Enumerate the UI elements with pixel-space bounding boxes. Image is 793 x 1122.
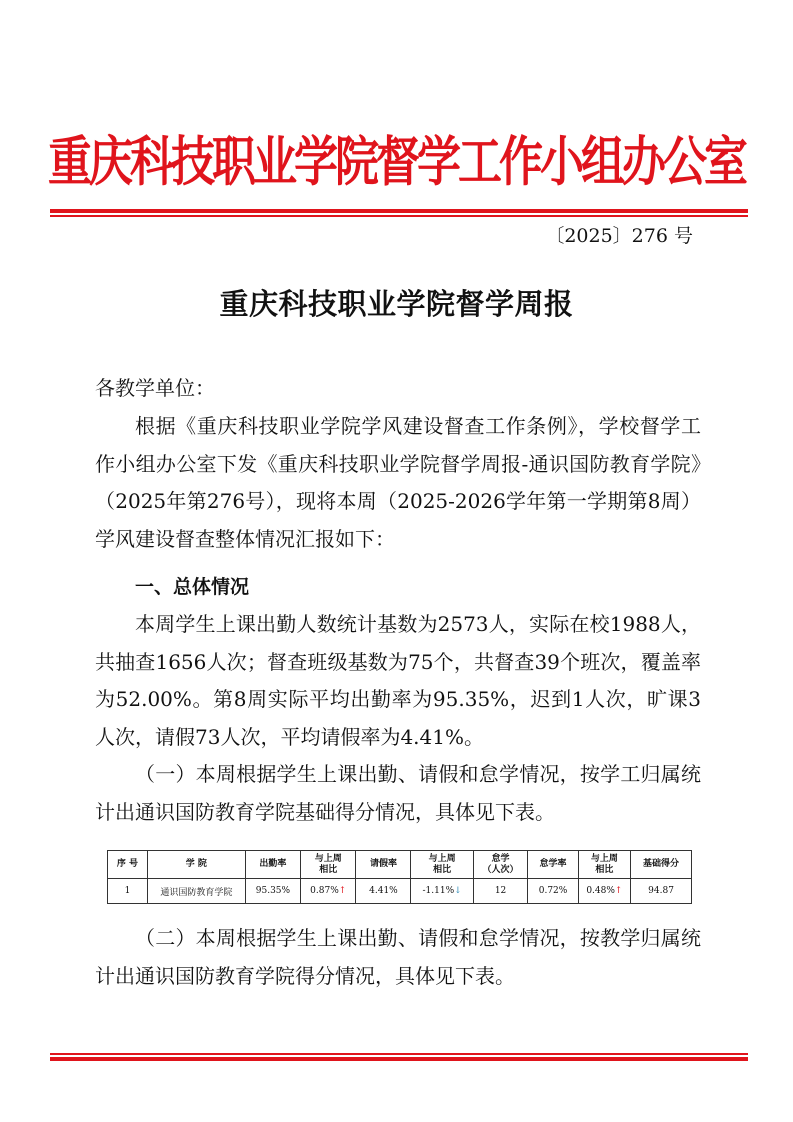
col-header-leave-rate: 请假率 — [356, 851, 411, 879]
subsection-2-paragraph: （二）本周根据学生上课出勤、请假和怠学情况，按教学归属统计出通识国防教育学院得分情况，具体见下表。 — [95, 926, 701, 988]
arrow-down-icon: ↓ — [454, 886, 462, 896]
salutation: 各教学单位： — [95, 376, 215, 400]
cell-truancy: 12 — [473, 879, 528, 904]
col-header-score: 基础得分 — [631, 851, 692, 879]
col-header-truancy: 怠学 （人次） — [473, 851, 528, 879]
col-header-no: 序 号 — [108, 851, 148, 879]
intro-paragraph: 根据《重庆科技职业学院学风建设督查工作条例》，学校督学工作小组办公室下发《重庆科技职业学院督学周报-通识国防教育学院》（2025年第276号），现将本周（2025-2026学年第一学期第8周）学风建设督查整体情况汇报如下： — [95, 414, 701, 551]
cell-attendance: 95.35% — [245, 879, 300, 904]
section-heading-overall: 一、总体情况 — [135, 576, 250, 598]
col-header-leave-change: 与上周 相比 — [411, 851, 473, 879]
col-header-truancy-rate: 怠学率 — [528, 851, 578, 879]
score-table — [107, 850, 692, 904]
col-header-attendance: 出勤率 — [245, 851, 300, 879]
doc-number: 〔2025〕276 号 — [545, 225, 693, 247]
att-change-value: 0.87% — [310, 886, 339, 896]
arrow-up-icon: ↑ — [614, 886, 623, 896]
office-title: 重庆科技职业学院督学工作小组办公室 — [48, 131, 745, 194]
col-header-att-change: 与上周 相比 — [301, 851, 356, 879]
header-divider-thin — [50, 215, 748, 217]
table-header-row — [108, 851, 692, 879]
leave-change-value: -1.11% — [422, 886, 455, 896]
arrow-up-icon: ↑ — [338, 886, 347, 896]
overall-paragraph: 本周学生上课出勤人数统计基数为2573人，实际在校1988人，共抽查1656人次；督查班级基数为75个，共督查39个班次，覆盖率为52.00%。第8周实际平均出勤率为95.35%，迟到1人次，旷课3人次，请假73人次，平均请假率为4.41%。 — [95, 612, 701, 749]
footer-divider-thick — [50, 1057, 748, 1061]
cell-college: 通识国防教育学院 — [147, 879, 245, 904]
cell-score: 94.87 — [631, 879, 692, 904]
cell-no: 1 — [108, 879, 148, 904]
cell-leave-rate: 4.41% — [356, 879, 411, 904]
cell-att-change — [301, 879, 356, 904]
subsection-1-paragraph: （一）本周根据学生上课出勤、请假和怠学情况，按学工归属统计出通识国防教育学院基础得分情况，具体见下表。 — [95, 762, 701, 824]
doc-title: 重庆科技职业学院督学周报 — [219, 287, 574, 321]
truancy-change-value: 0.48% — [586, 886, 615, 896]
header-divider-thick — [50, 209, 748, 213]
table-row — [108, 879, 692, 904]
col-header-truancy-change: 与上周 相比 — [578, 851, 630, 879]
footer-divider-thin — [50, 1053, 748, 1055]
cell-truancy-rate: 0.72% — [528, 879, 578, 904]
col-header-college: 学 院 — [147, 851, 245, 879]
cell-leave-change — [411, 879, 473, 904]
cell-truancy-change — [578, 879, 630, 904]
